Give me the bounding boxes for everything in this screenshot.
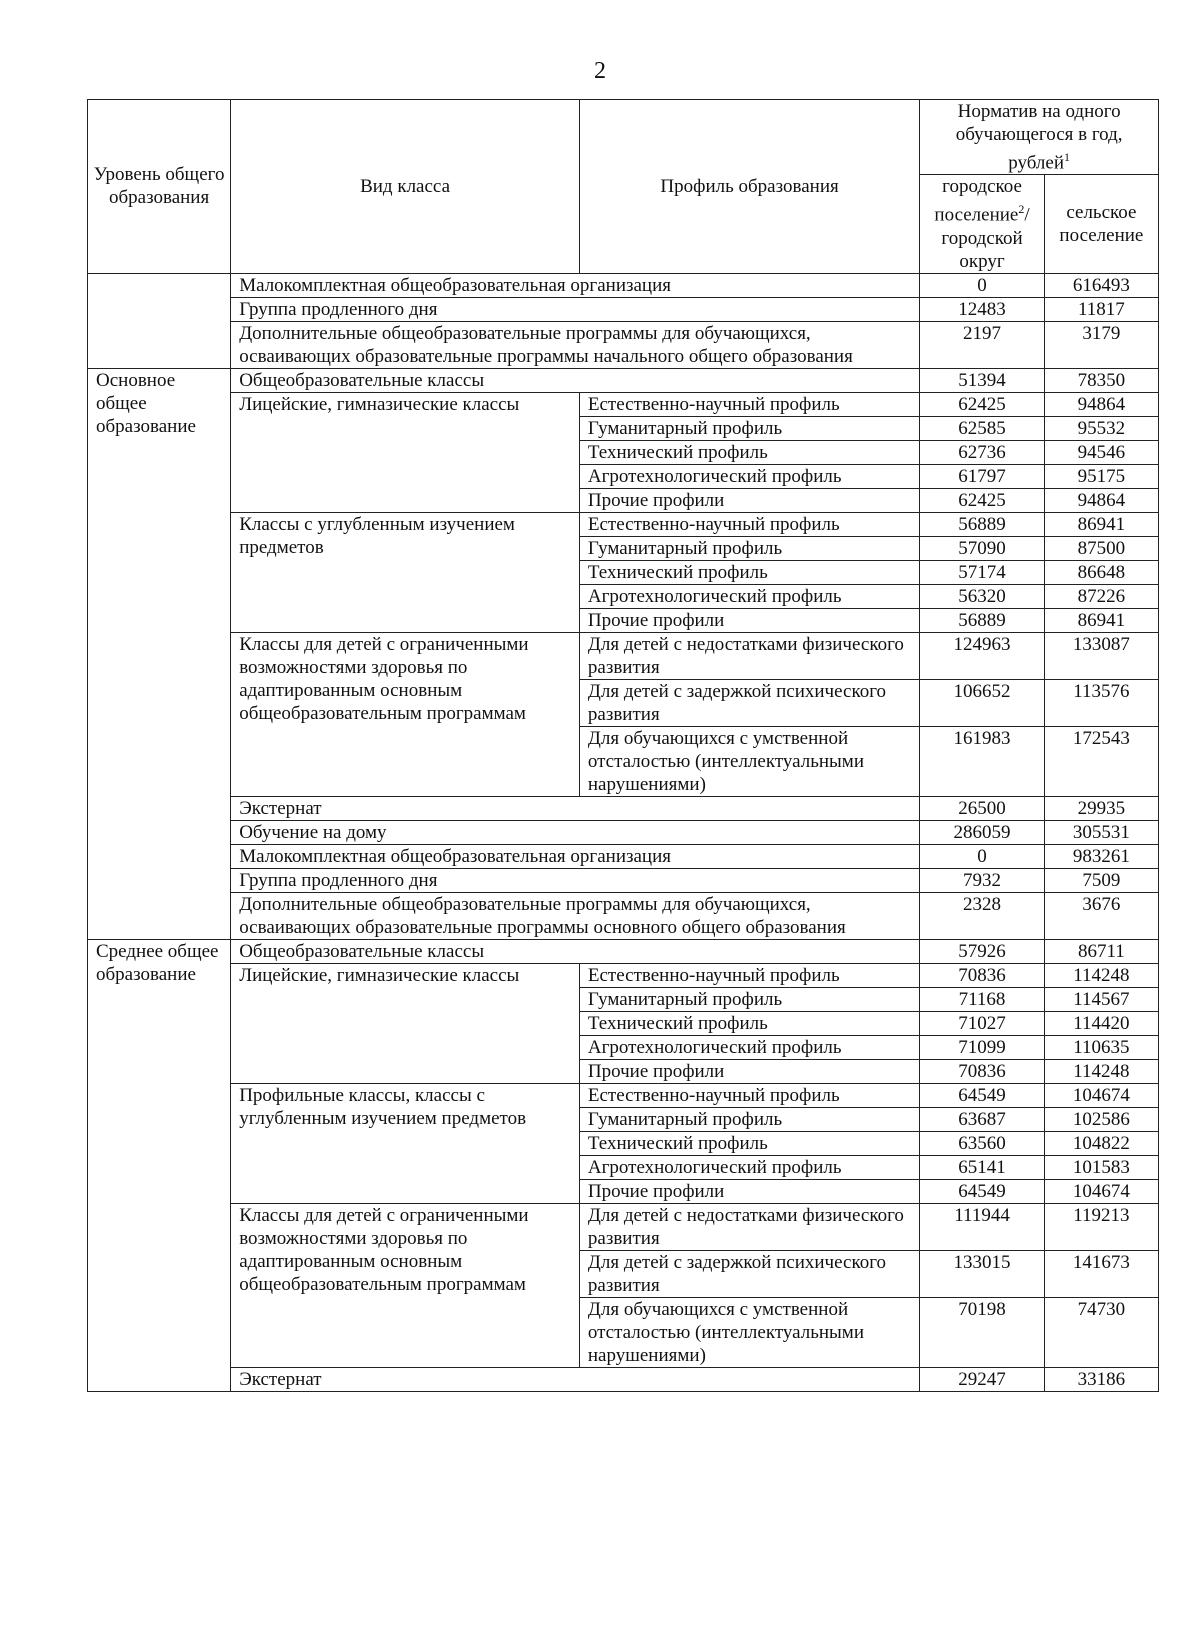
level-cell: Основное общее образование (88, 368, 231, 939)
header-rural: сельское поселение (1044, 175, 1158, 273)
value-rural: 78350 (1044, 368, 1158, 392)
value-urban: 57174 (920, 560, 1045, 584)
value-urban: 2197 (920, 321, 1045, 368)
header-profile: Профиль образования (579, 100, 919, 274)
profile-cell: Для обучающихся с умственной отсталостью (интеллектуальными нарушениями) (579, 1297, 919, 1367)
row-label: Группа продленного дня (231, 297, 920, 321)
header-row (88, 100, 1159, 175)
profile-cell: Прочие профили (579, 608, 919, 632)
profile-cell: Для детей с задержкой психического развития (579, 679, 919, 726)
table-row (88, 1367, 1159, 1391)
header-level: Уровень общего образования (88, 100, 231, 274)
value-urban: 161983 (920, 726, 1045, 796)
value-urban: 51394 (920, 368, 1045, 392)
value-urban: 70836 (920, 963, 1045, 987)
value-urban: 12483 (920, 297, 1045, 321)
value-urban: 62425 (920, 392, 1045, 416)
profile-cell: Технический профиль (579, 1131, 919, 1155)
value-urban: 56320 (920, 584, 1045, 608)
row-label: Дополнительные общеобразовательные программы для обучающихся, осваивающих образовательные программы основного общего образования (231, 892, 920, 939)
row-label: Экстернат (231, 796, 920, 820)
page-number: 2 (594, 58, 606, 84)
value-rural: 29935 (1044, 796, 1158, 820)
value-rural: 102586 (1044, 1107, 1158, 1131)
value-rural: 114248 (1044, 963, 1158, 987)
value-rural: 616493 (1044, 273, 1158, 297)
header-urban-b: / городской округ (941, 204, 1030, 272)
group-label: Лицейские, гимназические классы (231, 963, 580, 1083)
value-rural: 86941 (1044, 608, 1158, 632)
value-rural: 95175 (1044, 464, 1158, 488)
value-rural: 33186 (1044, 1367, 1158, 1391)
profile-cell: Прочие профили (579, 1179, 919, 1203)
profile-cell: Для детей с задержкой психического развития (579, 1250, 919, 1297)
profile-cell: Прочие профили (579, 488, 919, 512)
value-rural: 119213 (1044, 1203, 1158, 1250)
value-urban: 7932 (920, 868, 1045, 892)
value-urban: 70198 (920, 1297, 1045, 1367)
table-row (88, 868, 1159, 892)
row-label: Дополнительные общеобразовательные программы для обучающихся, осваивающих образовательные программы начального общего образования (231, 321, 920, 368)
value-urban: 62585 (920, 416, 1045, 440)
value-urban: 61797 (920, 464, 1045, 488)
value-urban: 57090 (920, 536, 1045, 560)
value-rural: 94864 (1044, 488, 1158, 512)
value-rural: 113576 (1044, 679, 1158, 726)
table-row (88, 820, 1159, 844)
profile-cell: Гуманитарный профиль (579, 987, 919, 1011)
table-row (88, 321, 1159, 368)
table-row (88, 1083, 1159, 1107)
value-urban: 62425 (920, 488, 1045, 512)
value-rural: 74730 (1044, 1297, 1158, 1367)
normative-table (87, 99, 1159, 1392)
group-label: Классы для детей с ограниченными возможностями здоровья по адаптированным основным общеобразовательным программам (231, 632, 580, 796)
value-urban: 286059 (920, 820, 1045, 844)
value-urban: 71168 (920, 987, 1045, 1011)
value-urban: 64549 (920, 1083, 1045, 1107)
value-rural: 104674 (1044, 1083, 1158, 1107)
table-row (88, 963, 1159, 987)
footnote-1: 1 (1064, 150, 1071, 164)
value-rural: 86648 (1044, 560, 1158, 584)
profile-cell: Для обучающихся с умственной отсталостью (интеллектуальными нарушениями) (579, 726, 919, 796)
table-body (88, 100, 1159, 1392)
value-rural: 983261 (1044, 844, 1158, 868)
value-urban: 56889 (920, 608, 1045, 632)
row-label: Малокомплектная общеобразовательная организация (231, 844, 920, 868)
table-row (88, 273, 1159, 297)
value-urban: 106652 (920, 679, 1045, 726)
value-urban: 0 (920, 273, 1045, 297)
value-urban: 71099 (920, 1035, 1045, 1059)
value-rural: 114420 (1044, 1011, 1158, 1035)
value-rural: 7509 (1044, 868, 1158, 892)
profile-cell: Агротехнологический профиль (579, 1155, 919, 1179)
value-rural: 95532 (1044, 416, 1158, 440)
table-row (88, 1203, 1159, 1250)
value-rural: 86711 (1044, 939, 1158, 963)
profile-cell: Гуманитарный профиль (579, 536, 919, 560)
value-urban: 56889 (920, 512, 1045, 536)
profile-cell: Естественно-научный профиль (579, 392, 919, 416)
table-row (88, 512, 1159, 536)
value-urban: 29247 (920, 1367, 1045, 1391)
value-rural: 94864 (1044, 392, 1158, 416)
group-label: Профильные классы, классы с углубленным изучением предметов (231, 1083, 580, 1203)
value-rural: 87500 (1044, 536, 1158, 560)
table-row (88, 392, 1159, 416)
profile-cell: Агротехнологический профиль (579, 464, 919, 488)
group-label: Классы для детей с ограниченными возможностями здоровья по адаптированным основным общеобразовательным программам (231, 1203, 580, 1367)
value-urban: 63687 (920, 1107, 1045, 1131)
profile-cell: Для детей с недостатками физического развития (579, 632, 919, 679)
row-label: Малокомплектная общеобразовательная организация (231, 273, 920, 297)
row-label: Общеобразовательные классы (231, 368, 920, 392)
table-row (88, 892, 1159, 939)
header-class-type: Вид класса (231, 100, 580, 274)
value-urban: 2328 (920, 892, 1045, 939)
value-rural: 3676 (1044, 892, 1158, 939)
header-norm-text: Норматив на одного обучающегося в год, рублей (955, 101, 1123, 174)
value-urban: 133015 (920, 1250, 1045, 1297)
value-rural: 101583 (1044, 1155, 1158, 1179)
footnote-2: 2 (1018, 202, 1025, 217)
value-rural: 104822 (1044, 1131, 1158, 1155)
header-urban-a: городское поселение (934, 176, 1022, 226)
level-cell: Среднее общее образование (88, 939, 231, 1391)
row-label: Экстернат (231, 1367, 920, 1391)
value-urban: 71027 (920, 1011, 1045, 1035)
profile-cell: Прочие профили (579, 1059, 919, 1083)
profile-cell: Гуманитарный профиль (579, 1107, 919, 1131)
value-urban: 26500 (920, 796, 1045, 820)
header-norm (920, 100, 1159, 175)
value-rural: 114248 (1044, 1059, 1158, 1083)
value-urban: 124963 (920, 632, 1045, 679)
value-rural: 3179 (1044, 321, 1158, 368)
profile-cell: Агротехнологический профиль (579, 1035, 919, 1059)
value-rural: 133087 (1044, 632, 1158, 679)
level-cell-primary (88, 273, 231, 368)
profile-cell: Гуманитарный профиль (579, 416, 919, 440)
value-urban: 62736 (920, 440, 1045, 464)
profile-cell: Естественно-научный профиль (579, 963, 919, 987)
table-row (88, 796, 1159, 820)
value-urban: 70836 (920, 1059, 1045, 1083)
value-rural: 305531 (1044, 820, 1158, 844)
value-rural: 110635 (1044, 1035, 1158, 1059)
table-row (88, 939, 1159, 963)
profile-cell: Естественно-научный профиль (579, 1083, 919, 1107)
group-label: Лицейские, гимназические классы (231, 392, 580, 512)
value-rural: 94546 (1044, 440, 1158, 464)
value-rural: 86941 (1044, 512, 1158, 536)
value-urban: 111944 (920, 1203, 1045, 1250)
value-rural: 172543 (1044, 726, 1158, 796)
value-rural: 104674 (1044, 1179, 1158, 1203)
row-label: Обучение на дому (231, 820, 920, 844)
value-rural: 141673 (1044, 1250, 1158, 1297)
table-row (88, 844, 1159, 868)
table-row (88, 632, 1159, 679)
profile-cell: Технический профиль (579, 560, 919, 584)
profile-cell: Технический профиль (579, 1011, 919, 1035)
profile-cell: Технический профиль (579, 440, 919, 464)
value-rural: 87226 (1044, 584, 1158, 608)
value-urban: 57926 (920, 939, 1045, 963)
profile-cell: Агротехнологический профиль (579, 584, 919, 608)
row-label: Общеобразовательные классы (231, 939, 920, 963)
group-label: Классы с углубленным изучением предметов (231, 512, 580, 632)
value-rural: 114567 (1044, 987, 1158, 1011)
value-urban: 63560 (920, 1131, 1045, 1155)
table-row (88, 297, 1159, 321)
profile-cell: Естественно-научный профиль (579, 512, 919, 536)
profile-cell: Для детей с недостатками физического развития (579, 1203, 919, 1250)
header-urban (920, 175, 1045, 273)
value-urban: 65141 (920, 1155, 1045, 1179)
value-rural: 11817 (1044, 297, 1158, 321)
value-urban: 0 (920, 844, 1045, 868)
row-label: Группа продленного дня (231, 868, 920, 892)
value-urban: 64549 (920, 1179, 1045, 1203)
table-row (88, 368, 1159, 392)
